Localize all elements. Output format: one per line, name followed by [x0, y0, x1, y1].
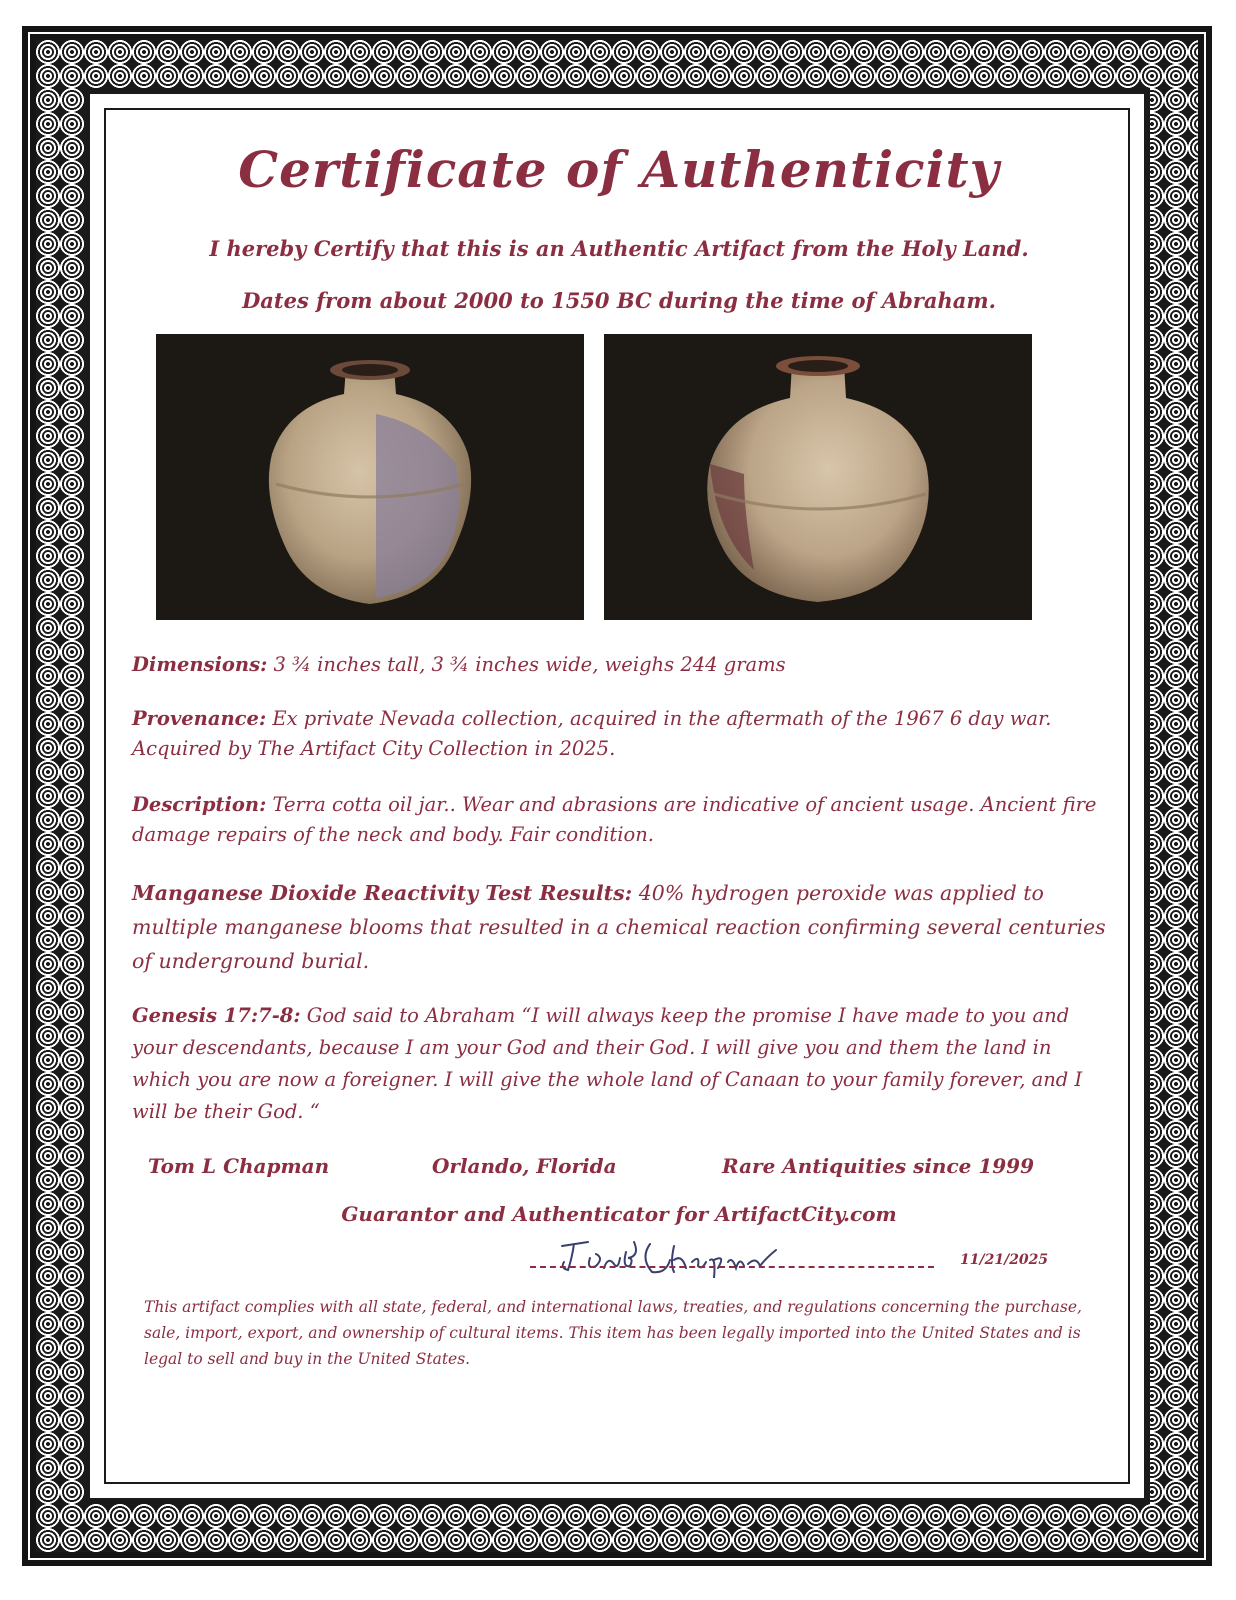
signatory-since: Rare Antiquities since 1999 [722, 1154, 1034, 1178]
manganese-test-text: 40% hydrogen peroxide was applied to multiple manganese blooms that resulted in a chemical reaction confirming several centuries of underground burial. [132, 881, 1106, 973]
guarantor-statement: Guarantor and Authenticator for ArtifactCity.com [341, 1202, 897, 1226]
provenance-label: Provenance: [132, 707, 267, 730]
handwritten-signature [530, 1228, 940, 1278]
genesis-label: Genesis 17:7-8: [132, 1004, 301, 1027]
description-label: Description: [132, 793, 267, 816]
dimensions-section [132, 650, 1112, 680]
signatory-name: Tom L Chapman [148, 1154, 330, 1178]
dating-statement: Dates from about 2000 to 1550 BC during the time of Abraham. [242, 288, 996, 313]
artifact-photo-back [604, 334, 1032, 620]
dimensions-text: 3 ¾ inches tall, 3 ¾ inches wide, weighs 244 grams [267, 653, 786, 676]
artifact-photo-front [156, 334, 584, 620]
signature-scribble [530, 1228, 940, 1278]
signature-date: 11/21/2025 [960, 1252, 1049, 1268]
description-text: Terra cotta oil jar.. Wear and abrasions are indicative of ancient usage. Ancient fire damage repairs of the neck and body. Fair condition. [132, 793, 1097, 846]
signatory-line [106, 1154, 1132, 1184]
provenance-text: Ex private Nevada collection, acquired in the aftermath of the 1967 6 day war. Acquired by The Artifact City Collection in 2025. [132, 707, 1052, 760]
provenance-section [132, 704, 1112, 764]
manganese-test-label: Manganese Dioxide Reactivity Test Results: [132, 881, 633, 905]
signature-line [530, 1266, 934, 1268]
terra-cotta-jar-photo-back [604, 334, 1032, 620]
certificate-title: Certificate of Authenticity [238, 140, 1000, 199]
legal-disclaimer: This artifact complies with all state, federal, and international laws, treaties, and regulations concerning the purchase, sale, import, export, and ownership of cultural items. This item has been legally imported into the United States and is legal to sell and buy in the United States. [144, 1298, 1082, 1368]
genesis-quote-section [132, 1000, 1112, 1128]
description-section [132, 790, 1112, 850]
manganese-test-section [132, 876, 1112, 978]
certificate-sheet [104, 108, 1130, 1484]
certification-statement: I hereby Certify that this is an Authentic Artifact from the Holy Land. [209, 236, 1029, 261]
dimensions-label: Dimensions: [132, 653, 268, 676]
signatory-location: Orlando, Florida [432, 1154, 617, 1178]
terra-cotta-jar-photo-front [156, 334, 584, 620]
genesis-text: God said to Abraham “I will always keep the promise I have made to you and your descendants, because I am your God and their God. I will give you and them the land in which you are now a foreigner. I will give the whole land of Canaan to your family forever, and I will be their God. “ [132, 1004, 1083, 1123]
